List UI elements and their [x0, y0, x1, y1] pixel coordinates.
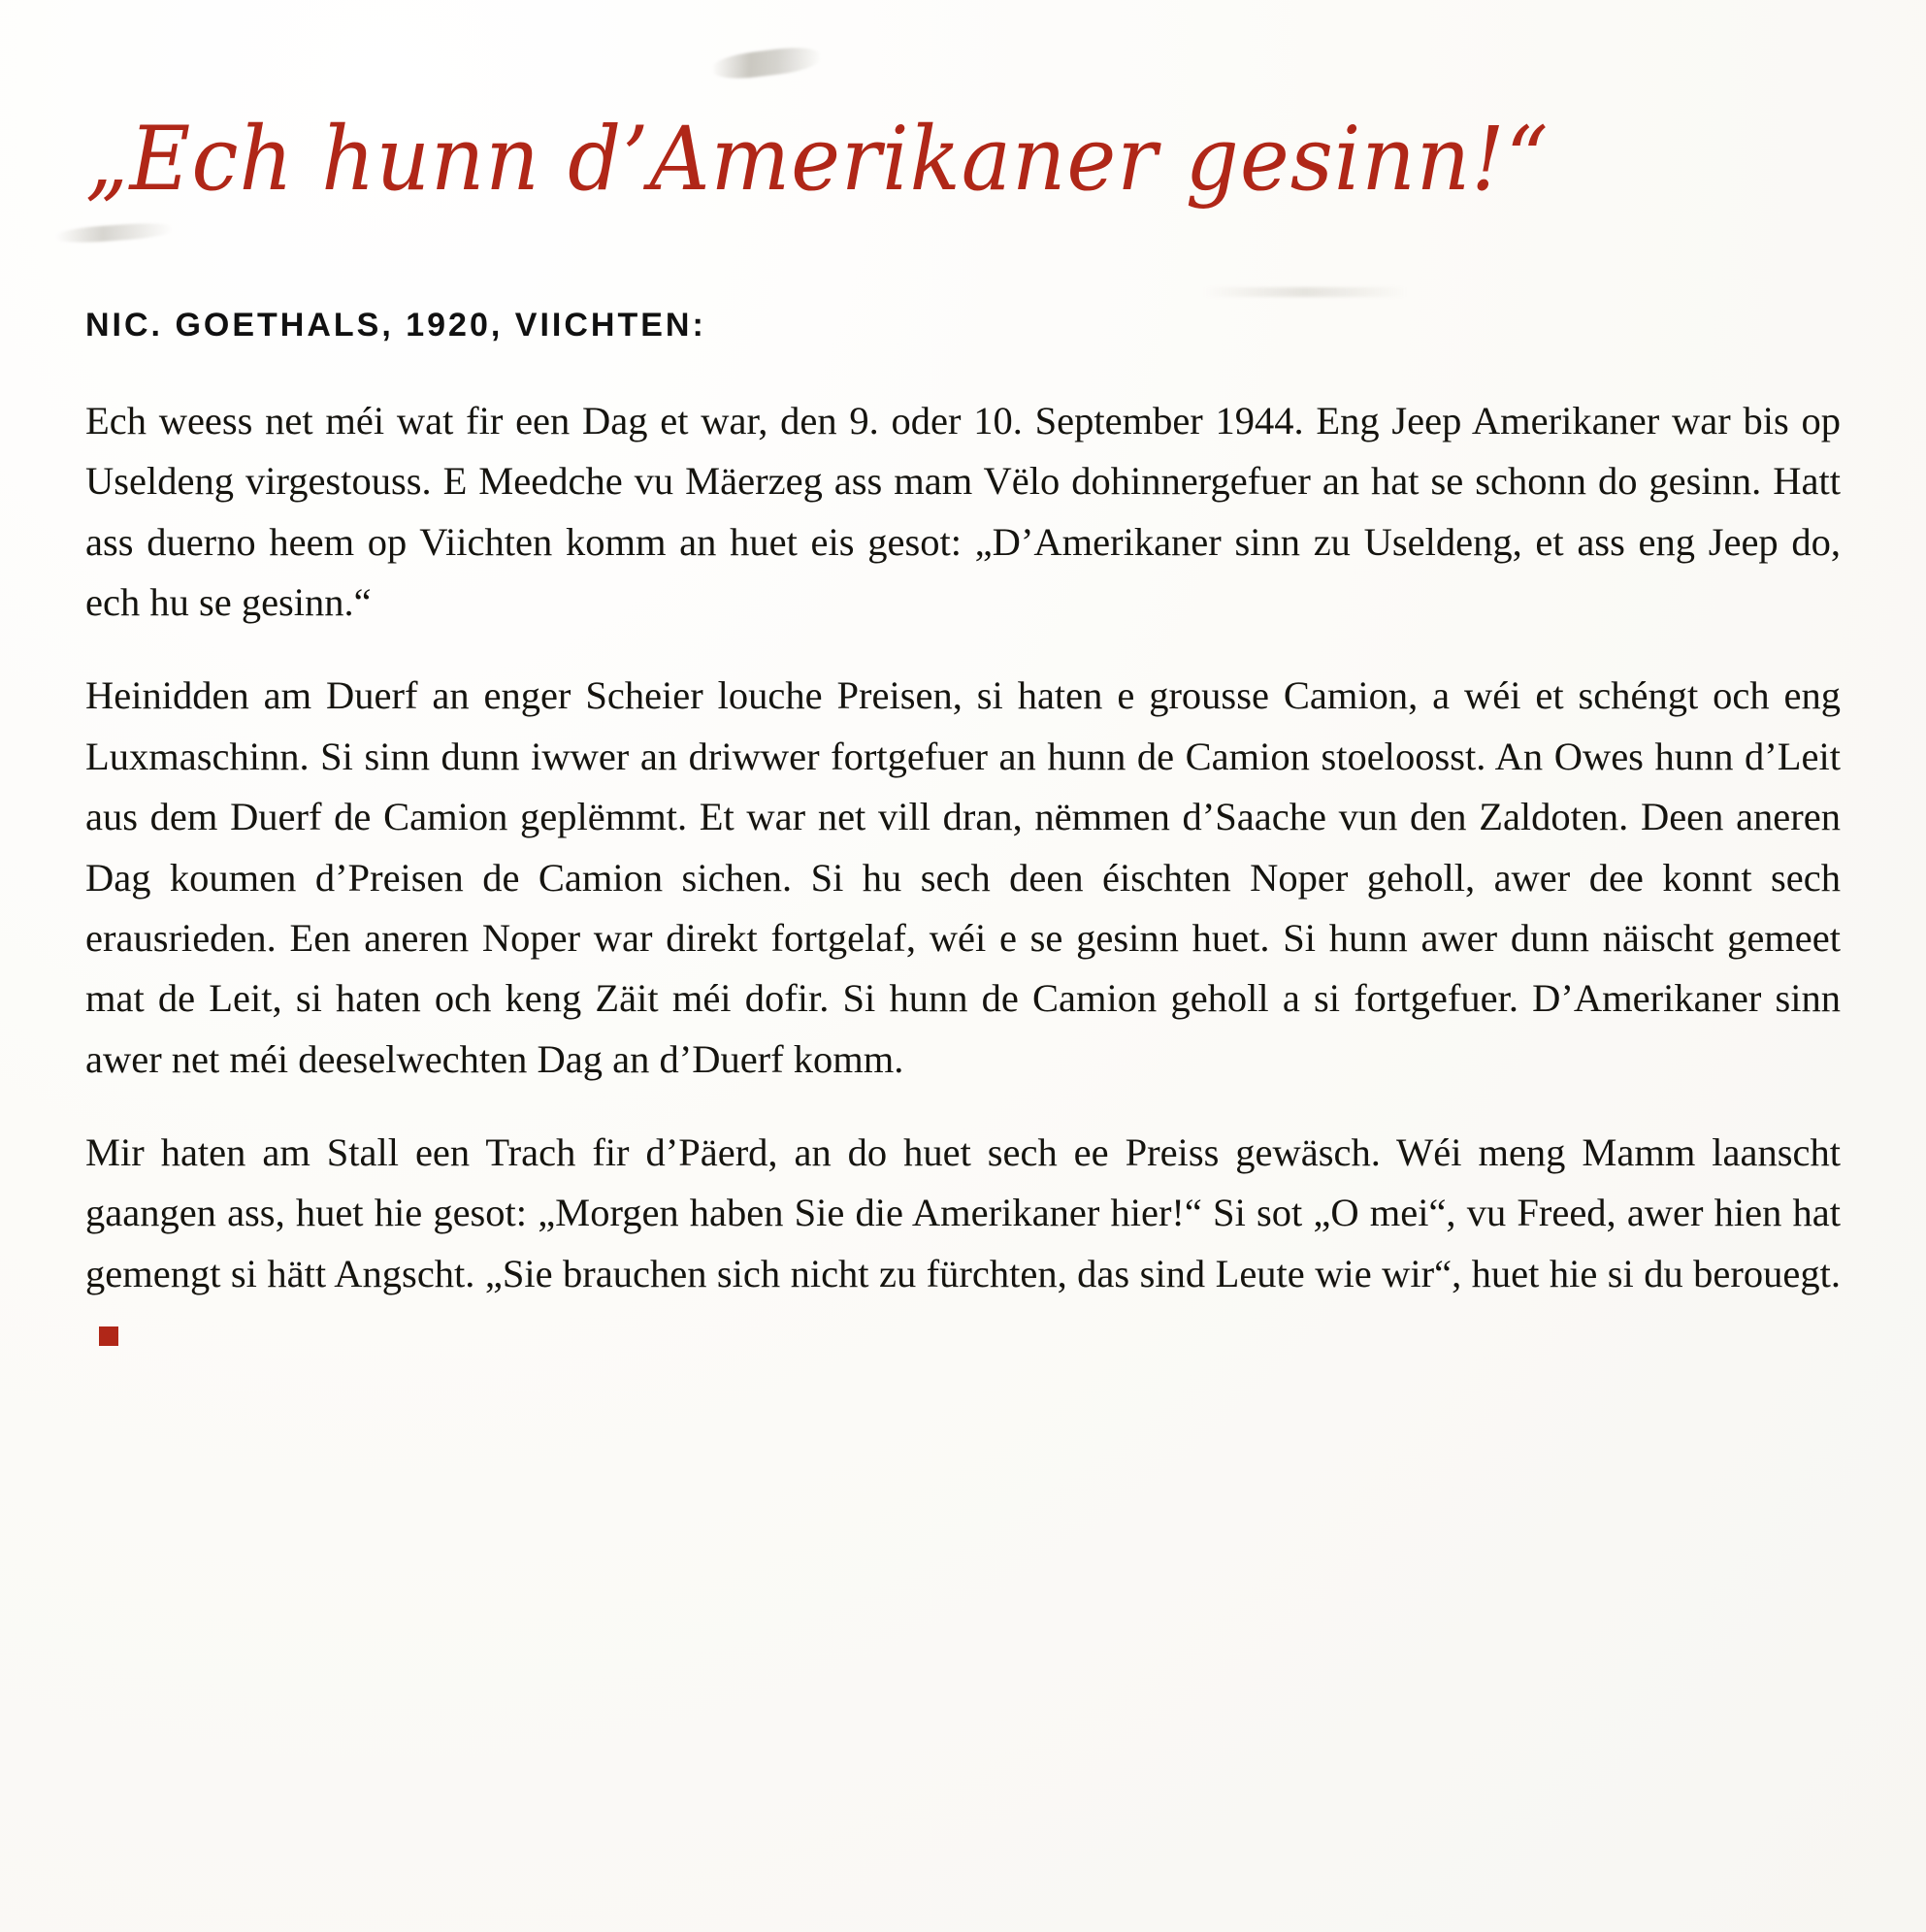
- byline: NIC. GOETHALS, 1920, VIICHTEN:: [85, 307, 706, 344]
- paragraph-text: Mir haten am Stall een Trach fir d’Päerd, an do huet sech ee Preiss gewäsch. Wéi meng Mamm laanscht gaangen ass, huet hie gesot: „Morgen haben Sie die Amerikaner hier!“ Si sot „O mei“, vu Freed, awer hien hat gemengt si hätt Angscht. „Sie brauchen sich nicht zu fürchten, das sind Leute wie wir“, huet hie si du berouegt.: [85, 1130, 1841, 1295]
- body-text: [85, 344, 1841, 1364]
- paragraph: Ech weess net méi wat fir een Dag et war, den 9. oder 10. September 1944. Eng Jeep Amerikaner war bis op Useldeng virgestouss. E Meedche vu Mäerzeg ass mam Vëlo dohinnergefuer an hat se schonn do gesinn. Hatt ass duerno heem op Viichten komm an huet eis gesot: „D’Amerikaner sinn zu Useldeng, et ass eng Jeep do, ech hu se gesinn.“: [85, 399, 1841, 625]
- paragraph: Heinidden am Duerf an enger Scheier louche Preisen, si haten e grousse Camion, a wéi et schéngt och eng Luxmaschinn. Si sinn dunn iwwer an driwwer fortgefuer an hunn de Camion stoeloosst. An Owes hunn d’Leit aus dem Duerf de Camion geplëmmt. Et war net vill dran, nëmmen d’Saache vun den Zaldoten. Deen aneren Dag koumen d’Preisen de Camion sichen. Si hu sech deen éischten Noper geholl, awer dee konnt sech erausrieden. Een aneren Noper war direkt fortgelaf, wéi e se gesinn huet. Si hunn awer dunn näischt gemeet mat de Leit, si haten och keng Zäit méi dofir. Si hunn de Camion geholl a si fortgefuer. D’Amerikaner sinn awer net méi deeselwechten Dag an d’Duerf komm.: [85, 673, 1841, 1081]
- paragraph-last: [85, 1123, 1841, 1364]
- page-title: „Ech hunn d’Amerikaner gesinn!“: [85, 108, 1550, 212]
- end-of-article-mark: [99, 1326, 118, 1346]
